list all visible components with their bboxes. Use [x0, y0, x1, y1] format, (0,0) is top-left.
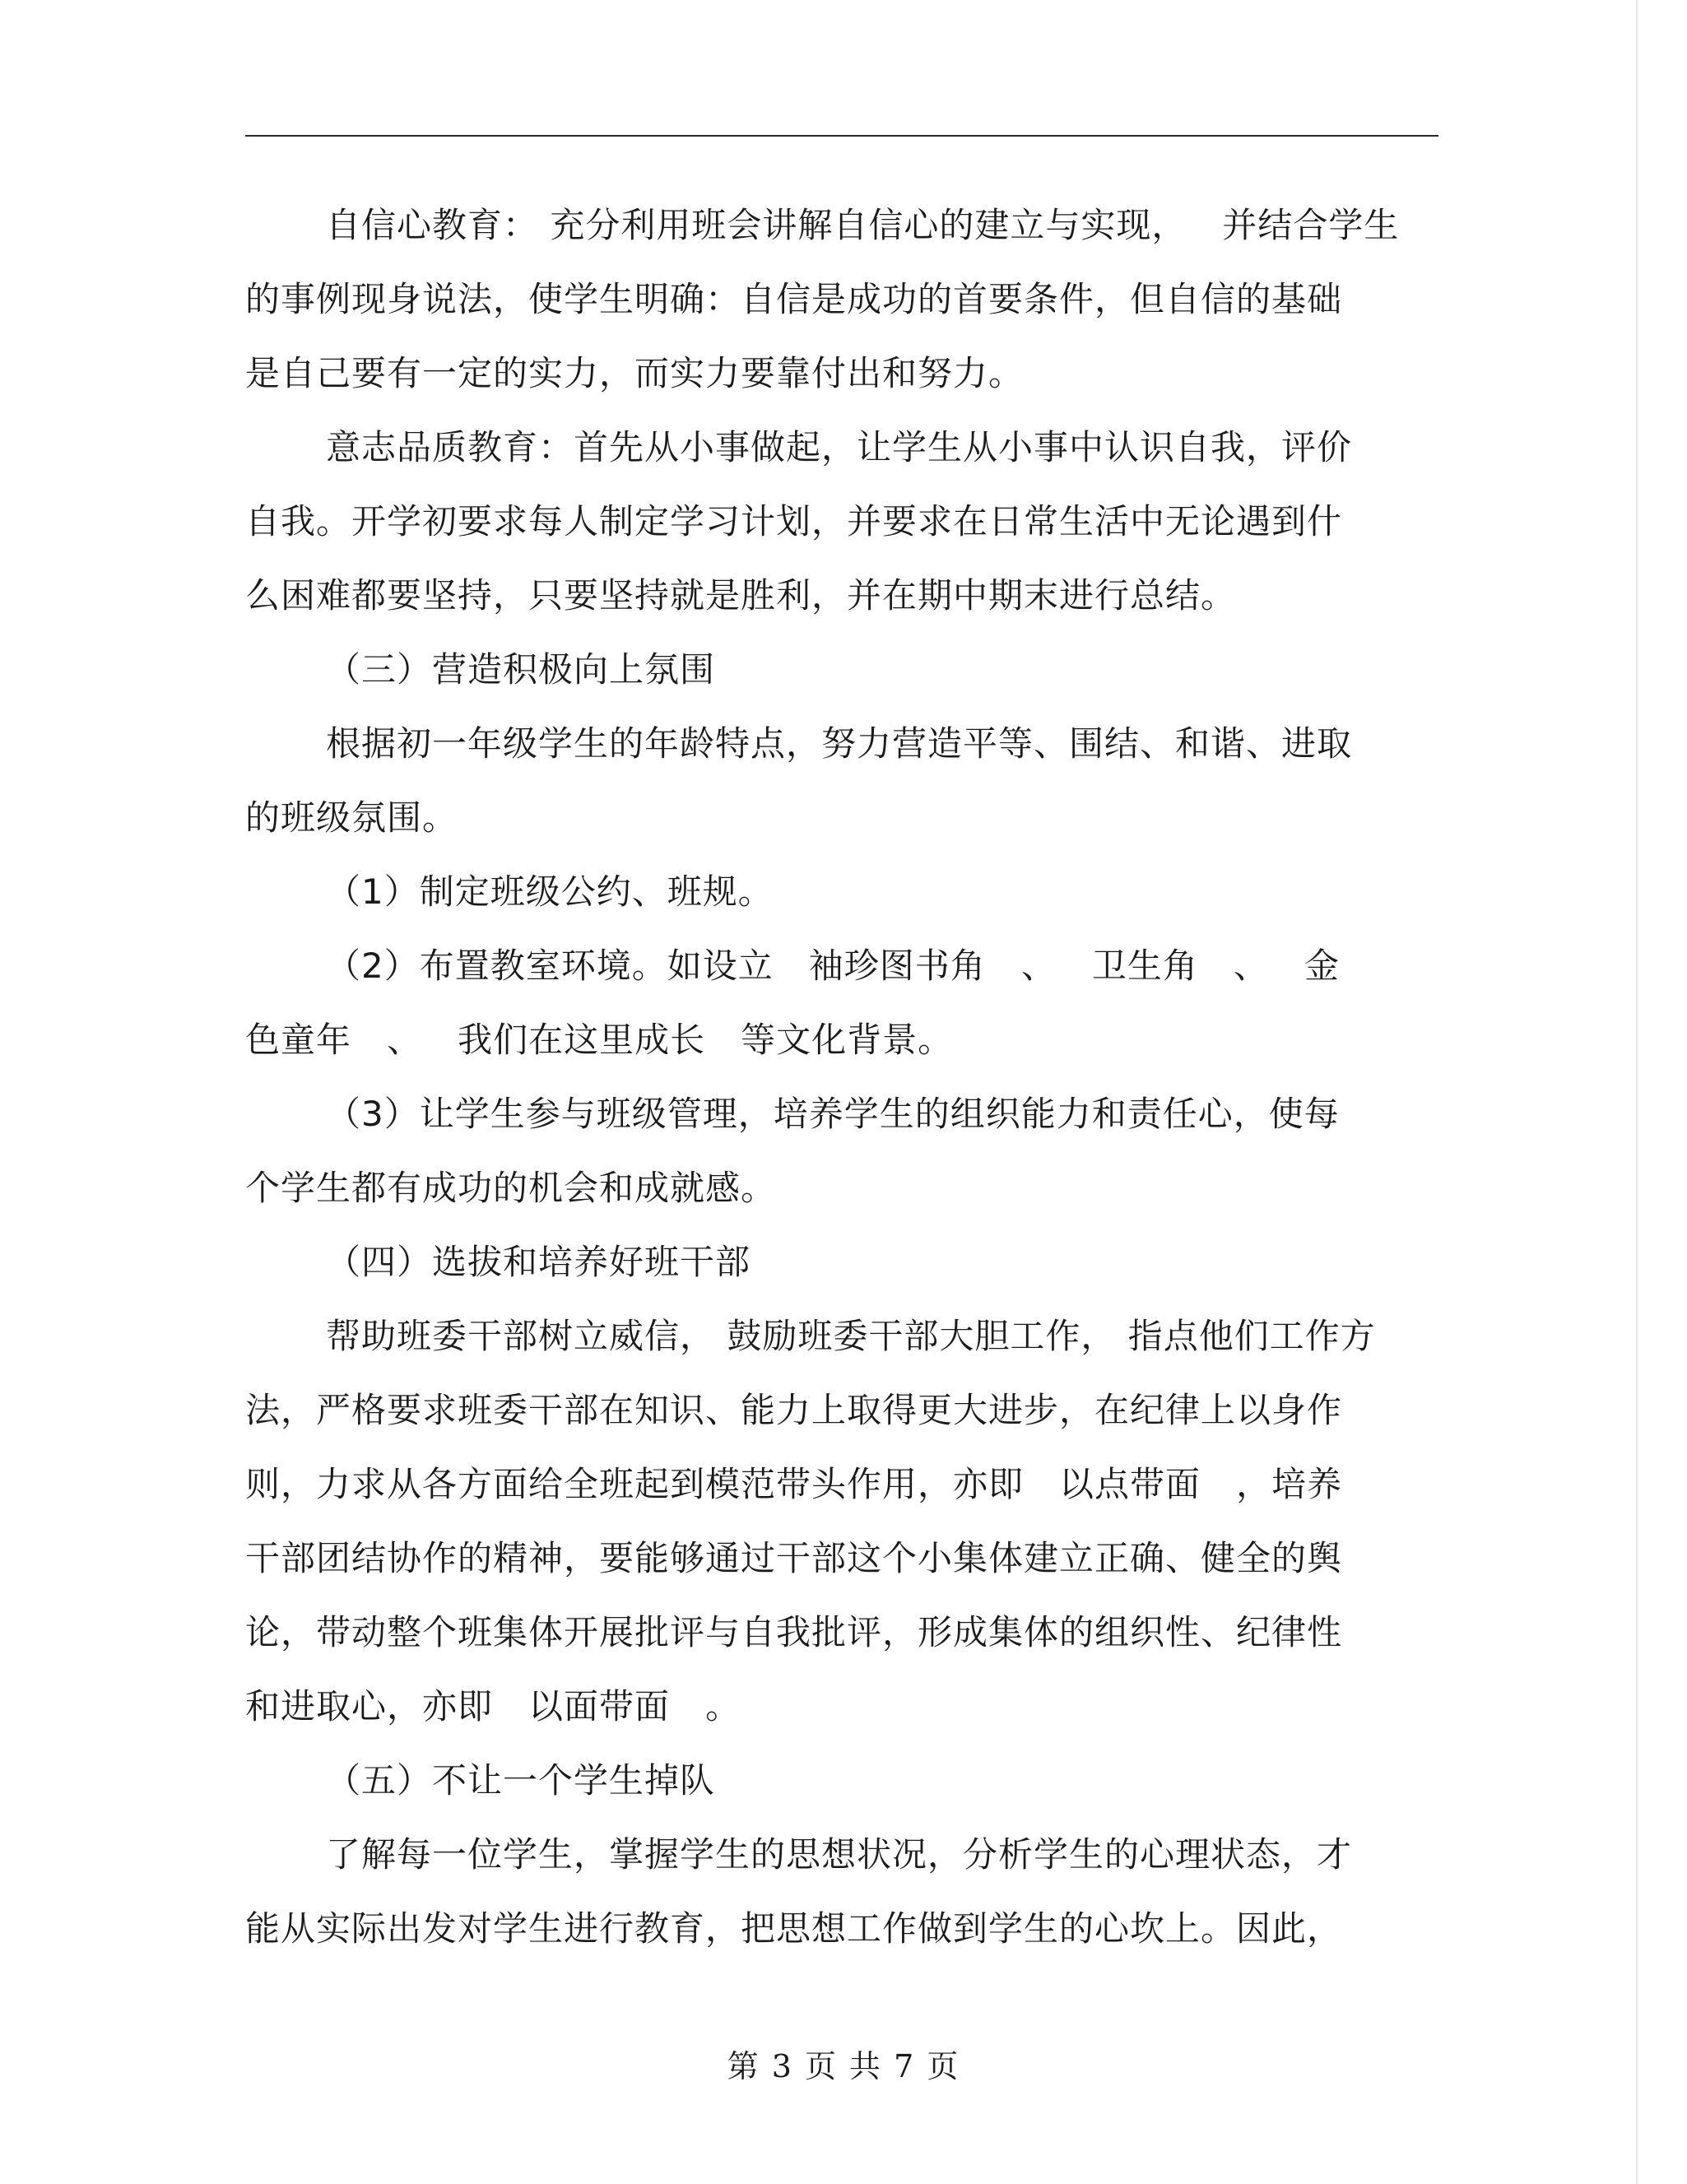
page-edge-divider: [1636, 0, 1638, 2184]
page-number-footer: 第 3 页 共 7 页: [727, 2048, 960, 2084]
text-line: 论，带动整个班集体开展批评与自我批评，形成集体的组织性、纪律性: [245, 1612, 1343, 1652]
text-line: 是自己要有一定的实力，而实力要靠付出和努力。: [245, 353, 1025, 393]
text-line: 根据初一年级学生的年龄特点，努力营造平等、围结、和谐、进取: [326, 723, 1353, 764]
text-line: 意志品质教育：首先从小事做起，让学生从小事中认识自我，评价: [326, 427, 1353, 467]
text-line: 的事例现身说法，使学生明确：自信是成功的首要条件，但自信的基础: [245, 279, 1343, 319]
text-line: 则，力求从各方面给全班起到模范带头作用，亦即 以点带面 ，培养: [245, 1464, 1343, 1504]
list-item: （1）制定班级公约、班规。: [326, 871, 774, 912]
text-line: 帮助班委干部树立威信， 鼓励班委干部大胆工作， 指点他们工作方: [326, 1316, 1376, 1356]
text-line: 和进取心，亦即 以面带面 。: [245, 1686, 741, 1726]
text-line: 个学生都有成功的机会和成就感。: [245, 1168, 777, 1208]
text-line: 色童年 、 我们在这里成长 等文化背景。: [245, 1020, 954, 1060]
text-line: 了解每一位学生，掌握学生的思想状况，分析学生的心理状态，才: [326, 1834, 1353, 1875]
list-item: （2）布置教室环境。如设立 袖珍图书角 、 卫生角 、 金: [326, 946, 1340, 986]
section-heading: （三）营造积极向上氛围: [326, 649, 716, 690]
header-rule: [245, 135, 1438, 137]
list-item: （3）让学生参与班级管理，培养学生的组织能力和责任心，使每: [326, 1094, 1340, 1134]
text-line: 法，严格要求班委干部在知识、能力上取得更大进步，在纪律上以身作: [245, 1390, 1343, 1430]
text-line: 干部团结协作的精神，要能够通过干部这个小集体建立正确、健全的舆: [245, 1538, 1343, 1578]
text-line: 么困难都要坚持，只要坚持就是胜利，并在期中期末进行总结。: [245, 575, 1237, 616]
section-heading: （四）选拔和培养好班干部: [326, 1242, 751, 1282]
text-line: 的班级氛围。: [245, 797, 458, 838]
text-line: 自我。开学初要求每人制定学习计划，并要求在日常生活中无论遇到什: [245, 501, 1343, 541]
text-line: 能从实际出发对学生进行教育，把思想工作做到学生的心坎上。因此，: [245, 1908, 1343, 1949]
section-heading: （五）不让一个学生掉队: [326, 1760, 716, 1801]
text-line: 自信心教育： 充分利用班会讲解自信心的建立与实现， 并结合学生: [326, 205, 1400, 245]
